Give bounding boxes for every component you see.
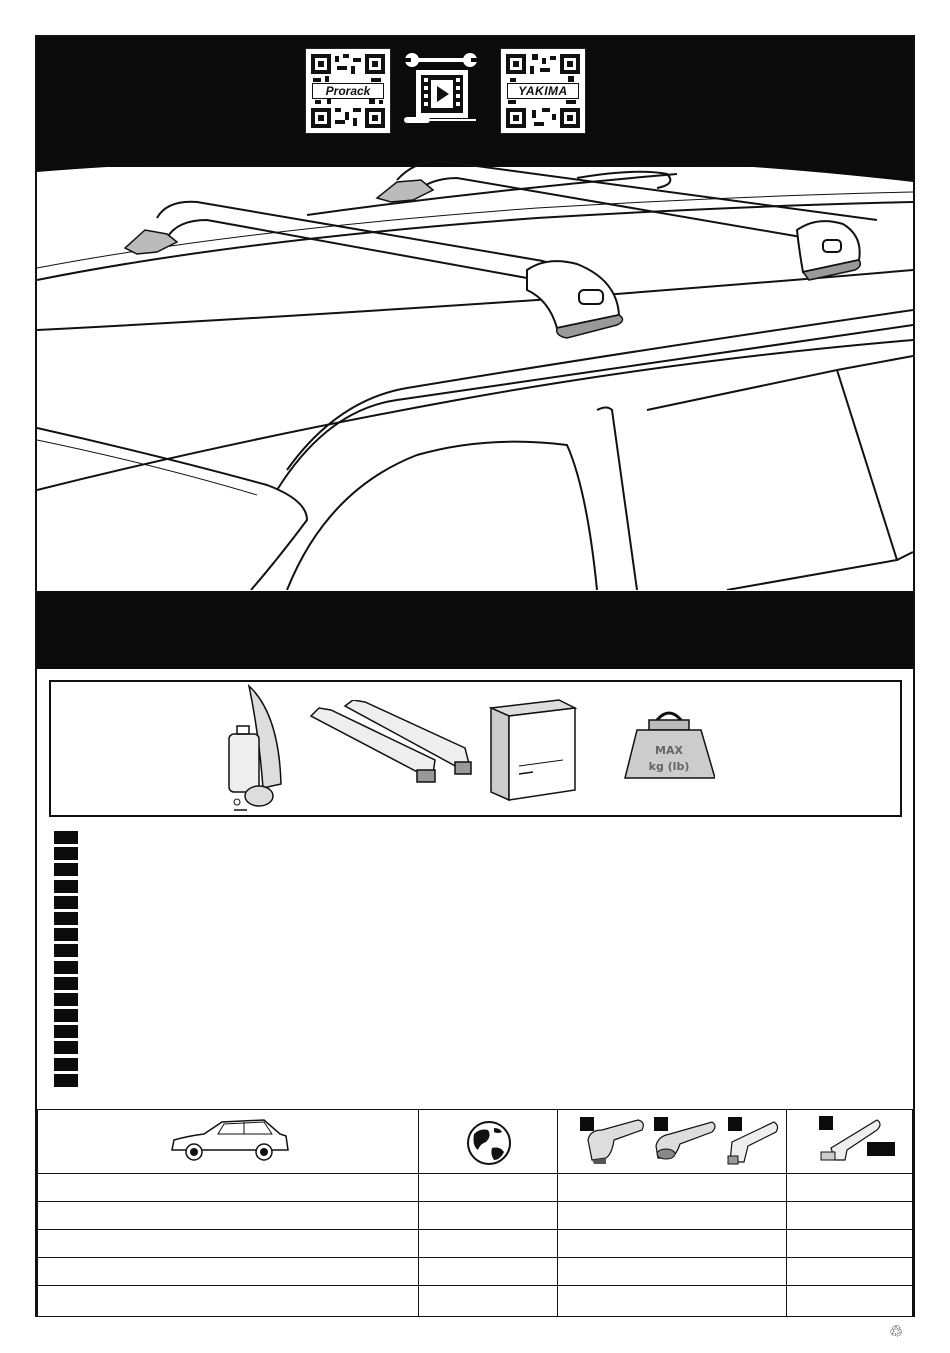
play-video-icon xyxy=(418,72,466,116)
language-code-box xyxy=(54,1009,78,1022)
language-code-box xyxy=(54,1041,78,1054)
foot-types-icon xyxy=(584,1118,784,1170)
language-code-box xyxy=(54,961,78,974)
table-cell xyxy=(418,1257,559,1287)
kit-contents-panel xyxy=(49,680,902,817)
table-cell xyxy=(557,1257,788,1287)
max-load-unit: kg (lb) xyxy=(648,760,690,773)
hero-illustration xyxy=(37,160,913,590)
suv-car-icon xyxy=(168,1116,290,1164)
roof-rack-car-illustration xyxy=(37,160,913,590)
fitting-kit-box-icon xyxy=(489,698,579,802)
language-code-box xyxy=(54,977,78,990)
table-cell xyxy=(37,1257,420,1287)
clamp-foot-icon xyxy=(817,1116,887,1166)
language-code-box xyxy=(54,1074,78,1087)
accessory-header-cell xyxy=(786,1109,913,1175)
language-code-box xyxy=(54,993,78,1006)
max-load-weight-icon xyxy=(623,710,715,786)
table-cell xyxy=(786,1229,913,1259)
table-cell xyxy=(557,1229,788,1259)
language-code-box xyxy=(54,1058,78,1071)
title-band xyxy=(37,591,913,669)
table-cell xyxy=(557,1173,788,1203)
qr-label-yakima: YAKIMA xyxy=(507,83,579,99)
roof-bars-icon xyxy=(305,700,475,800)
table-cell xyxy=(418,1173,559,1203)
table-cell xyxy=(37,1229,420,1259)
language-code-box xyxy=(54,896,78,909)
language-code-box xyxy=(54,880,78,893)
luggage-skis-icon xyxy=(219,684,301,816)
table-cell xyxy=(37,1285,420,1317)
bar-type-header-cell xyxy=(557,1109,788,1175)
table-cell xyxy=(786,1285,913,1317)
table-cell xyxy=(786,1257,913,1287)
table-cell xyxy=(786,1201,913,1231)
table-cell xyxy=(557,1285,788,1317)
table-cell xyxy=(557,1201,788,1231)
globe-icon xyxy=(466,1120,512,1166)
qr-code-prorack[interactable] xyxy=(305,48,391,134)
qr-label-prorack: Prorack xyxy=(312,83,384,99)
table-cell xyxy=(37,1201,420,1231)
recycle-icon: ♲ xyxy=(889,1324,904,1341)
table-cell xyxy=(786,1173,913,1203)
language-code-box xyxy=(54,912,78,925)
table-cell xyxy=(418,1285,559,1317)
wrench-icon xyxy=(404,52,478,68)
table-cell xyxy=(418,1229,559,1259)
video-tutorial-button[interactable] xyxy=(416,70,468,118)
qr-code-yakima[interactable] xyxy=(500,48,586,134)
language-code-box xyxy=(54,831,78,844)
max-load-label: MAX xyxy=(655,744,683,757)
language-index xyxy=(54,831,78,1090)
table-cell xyxy=(418,1201,559,1231)
language-code-box xyxy=(54,863,78,876)
language-code-box xyxy=(54,847,78,860)
vehicle-header-cell xyxy=(37,1109,420,1175)
language-code-box xyxy=(54,928,78,941)
language-code-box xyxy=(54,944,78,957)
screwdriver-icon xyxy=(404,114,478,126)
vehicle-fit-table xyxy=(37,1109,913,1315)
language-code-box xyxy=(54,1025,78,1038)
table-cell xyxy=(37,1173,420,1203)
region-header-cell xyxy=(418,1109,559,1175)
